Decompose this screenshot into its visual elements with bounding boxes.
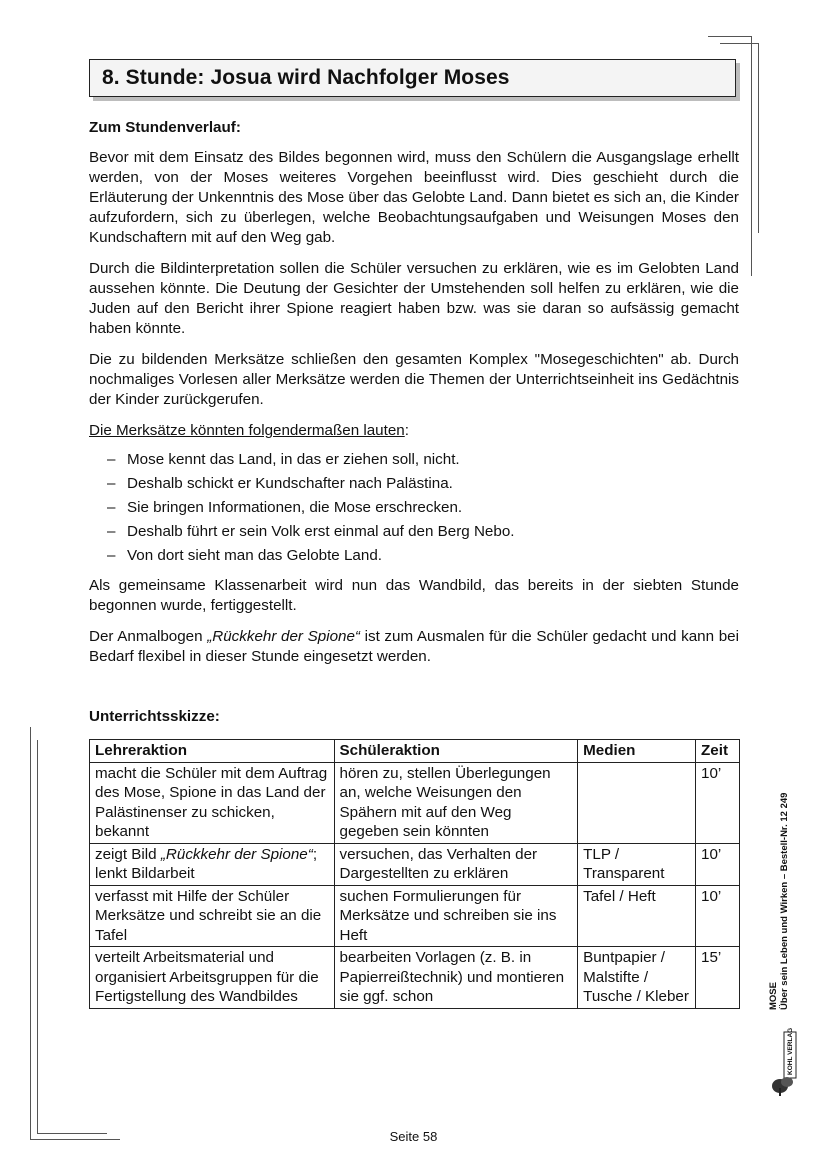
table-header-row xyxy=(90,740,740,763)
table-row xyxy=(90,843,740,885)
cell-schueleraktion: hören zu, stellen Überlegungen an, welche Weisungen den Spähern mit auf den Weg gegeben sein könnten xyxy=(334,762,578,843)
frame-bottom-left-v1 xyxy=(30,727,31,1139)
list-item: – Mose kennt das Land, in das er ziehen soll, nicht. xyxy=(107,450,739,470)
cell-zeit: 10’ xyxy=(696,843,740,885)
paragraph-1: Bevor mit dem Einsatz des Bildes begonnen wird, muss den Schülern die Ausgangslage erhellt werden, von der Moses weiteres Vorgehen beeinflusst wird. Dies geschieht durch die Erläuterung der Unkenntnis des Mose über das Gelobte Land. Dann bietet es sich an, die Kinder aufzufordern, sich zu überlegen, welche Beobachtungsaufgaben und Weisungen Moses den Kundschaftern mit auf den Weg gab. xyxy=(89,149,739,246)
paragraph-5-before: Der Anmalbogen xyxy=(89,628,208,645)
header-medien: Medien xyxy=(578,740,696,763)
list-item: – Deshalb schickt er Kundschafter nach Palästina. xyxy=(107,474,739,494)
cell-schueleraktion: suchen Formulierungen für Merksätze und schreiben sie ins Heft xyxy=(334,885,578,947)
frame-top-right-v2 xyxy=(758,43,759,233)
cell-zeit: 10’ xyxy=(696,762,740,843)
cell-schueleraktion: bearbeiten Vorlagen (z. B. in Papierreißtechnik) und montieren sie ggf. schon xyxy=(334,947,578,1009)
table-row xyxy=(90,885,740,947)
paragraph-5-italic: „Rückkehr der Spione“ xyxy=(207,628,360,645)
cell-schueleraktion: versuchen, das Verhalten der Dargestellten zu erklären xyxy=(334,843,578,885)
frame-top-right-h2 xyxy=(720,43,758,44)
cell-medien xyxy=(578,762,696,843)
paragraph-5-after: ist zum Ausmalen für die Schüler gedacht und kann bei Bedarf flexibel in dieser Stunde eingesetzt werden. xyxy=(89,628,739,665)
header-lehreraktion: Lehreraktion xyxy=(90,740,335,763)
merksaetze-intro-colon: : xyxy=(404,422,409,439)
lesson-text xyxy=(89,118,739,678)
title-box xyxy=(89,59,736,97)
section-heading-unterrichtsskizze: Unterrichtsskizze: xyxy=(89,708,220,725)
side-book-title: MOSE xyxy=(768,982,779,1010)
frame-top-right-h1 xyxy=(708,36,752,37)
side-publication-info xyxy=(768,770,790,1010)
paragraph-5 xyxy=(89,627,739,667)
paragraph-4: Als gemeinsame Klassenarbeit wird nun das Wandbild, das bereits in der siebten Stunde begonnen wurde, fertiggestellt. xyxy=(89,577,739,614)
table-row xyxy=(90,947,740,1009)
merksaetze-intro xyxy=(89,421,739,441)
header-zeit: Zeit xyxy=(696,740,740,763)
cell-lehreraktion-italic: „Rückkehr der Spione“ xyxy=(160,845,313,863)
publisher-logo-text: KOHL VERLAG xyxy=(787,1027,794,1075)
section-heading-stundenverlauf: Zum Stundenverlauf: xyxy=(89,119,241,136)
page-title: 8. Stunde: Josua wird Nachfolger Moses xyxy=(102,66,510,89)
list-item: – Deshalb führt er sein Volk erst einmal auf den Berg Nebo. xyxy=(107,522,739,542)
cell-lehreraktion-after: ; lenkt Bildarbeit xyxy=(95,845,318,882)
cell-medien: Tafel / Heft xyxy=(578,885,696,947)
merksaetze-intro-text: Die Merksätze könnten folgendermaßen lauten xyxy=(89,422,405,439)
cell-zeit: 10’ xyxy=(696,885,740,947)
merksaetze-list xyxy=(89,450,739,566)
cell-lehreraktion-before: zeigt Bild xyxy=(95,845,161,863)
cell-medien: TLP / Transparent xyxy=(578,843,696,885)
side-book-subtitle: Über sein Leben und Wirken – Bestell-Nr. 12 249 xyxy=(779,792,790,1010)
cell-zeit: 15’ xyxy=(696,947,740,1009)
frame-top-right-v1 xyxy=(751,36,752,276)
cell-lehreraktion xyxy=(90,843,335,885)
header-schueleraktion: Schüleraktion xyxy=(334,740,578,763)
page-number: Seite 58 xyxy=(389,1129,438,1144)
publisher-logo-icon xyxy=(770,1027,802,1098)
cell-lehreraktion: macht die Schüler mit dem Auftrag des Mose, Spione in das Land der Palästinenser zu schicken, bekannt xyxy=(90,762,335,843)
cell-medien: Buntpapier / Malstifte / Tusche / Kleber xyxy=(578,947,696,1009)
list-item: – Von dort sieht man das Gelobte Land. xyxy=(107,546,739,566)
paragraph-2: Durch die Bildinterpretation sollen die Schüler versuchen zu erklären, wie es im Gelobten Land aussehen könnte. Die Deutung der Gesichter der Umstehenden soll helfen zu erklären, wie die Juden auf den Bericht ihrer Spione reagiert haben bzw. was sie daran so aufsässig gemacht haben könnte. xyxy=(89,260,739,337)
lesson-plan-table xyxy=(89,739,740,1009)
paragraph-3: Die zu bildenden Merksätze schließen den gesamten Komplex "Mosegeschichten" ab. Durch nochmaliges Vorlesen aller Merksätze werden die Themen der Unterrichtseinheit ins Gedächtnis der Kinder zurückgerufen. xyxy=(89,351,739,408)
list-item: – Sie bringen Informationen, die Mose erschrecken. xyxy=(107,498,739,518)
frame-bottom-left-v2 xyxy=(37,740,38,1133)
cell-lehreraktion: verfasst mit Hilfe der Schüler Merksätze und schreibt sie an die Tafel xyxy=(90,885,335,947)
cell-lehreraktion: verteilt Arbeitsmaterial und organisiert Arbeitsgruppen für die Fertigstellung des Wandbildes xyxy=(90,947,335,1009)
table-row xyxy=(90,762,740,843)
